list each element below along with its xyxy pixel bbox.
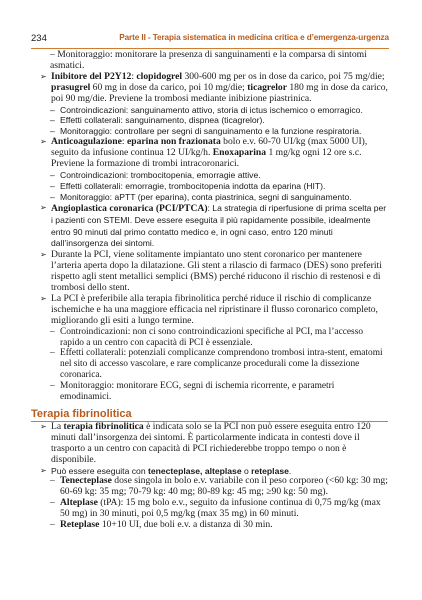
alteplase-dose: – Alteplase (tPA): 15 mg bolo e.v., seguito da infusione continua di 0,75 mg/kg (max 50 mg) in 30 minuti, poi 0,5 mg/kg (max 35 mg) in 60 minuti.	[50, 497, 381, 520]
page-number: 234	[31, 33, 47, 44]
pci-monitor: – Monitoraggio: monitorare ECG, segni di ischemia ricorrente, e parametri emodinamici.	[50, 381, 335, 403]
anticoag-monitor: – Monitoraggio: aPTT (per eparina), conta piastrinica, segni di sanguinamento.	[50, 191, 352, 202]
arrow-icon: ➢	[40, 250, 47, 260]
arrow-icon: ➢	[40, 465, 47, 475]
bullet-fibrinolitica-farmaci: ➢ Può essere eseguita con tenecteplase, alteplase o reteplase.	[40, 465, 292, 476]
arrow-icon: ➢	[40, 137, 47, 147]
section-title: Parte II - Terapia sistematica in medicina critica e d’emergenza-urgenza	[119, 33, 389, 42]
bullet-stent: ➢ Durante la PCI, viene solitamente impiantato uno stent coronarico per mantenere l’arteria aperta dopo la dilatazione. Gli stent a rilascio di farmaco (DES) sono preferiti rispetto agli stent metallici semplici (BMS) perché riducono il rischio di restenosi e di trombosi dello stent.	[40, 249, 382, 294]
bullet-fibrinolitica-indicazione: ➢ La terapia fibrinolitica è indicata solo se la PCI non può essere eseguita entro 120 minuti dall’insorgenza dei sintomi. È particolarmente indicata in contesti dove il trasporto a un centro con capacità di PCI richiederebbe troppo tempo o non è disponibile.	[40, 420, 371, 465]
anticoag-side: – Effetti collaterali: emorragie, trombocitopenia indotta da eparina (HIT).	[50, 180, 326, 191]
arrow-icon: ➢	[40, 71, 47, 81]
bullet-angioplastica: ➢ Angioplastica coronarica (PCI/PTCA): La strategia di riperfusione di prima scelta per i pazienti con STEMI. Deve essere eseguita il più rapidamente possibile, idealmente entro 90 minuti dal primo contatto medico e, in ogni caso, entro 120 minuti dall’insorgenza dei sintomi.	[40, 202, 387, 249]
anticoag-contra: – Controindicazioni: trombocitopenia, emorragie attive.	[50, 169, 261, 180]
bullet-pci-preferibile: ➢ La PCI è preferibile alla terapia fibrinolitica perché riduce il rischio di complicanze ischemiche e ha una maggiore efficacia nel ripristinare il flusso coronarico completo, migliorando gli esiti a lungo termine.	[40, 292, 378, 326]
pci-side: – Effetti collaterali: potenziali complicanze comprendono trombosi intra-stent, ematomi nel sito di accesso vascolare, e rare complicanze procedurali come la dissezione coronarica.	[50, 348, 383, 381]
pci-contra: – Controindicazioni: non ci sono controindicazioni specifiche al PCI, ma l’accesso rapido a un centro con capacità di PCI è essenziale.	[50, 326, 364, 348]
page-body	[31, 49, 388, 531]
section-heading-fibrinolitica: Terapia fibrinolitica	[31, 409, 388, 422]
p2y12-monitor: – Monitoraggio: controllare per segni di sanguinamento e la funzione respiratoria.	[50, 126, 362, 137]
running-header	[31, 32, 389, 49]
arrow-icon: ➢	[40, 421, 47, 431]
bullet-anticoag: ➢ Anticoagulazione: eparina non frazionata bolo e.v. 60-70 UI/kg (max 5000 UI), seguito da infusione continua 12 UI/kg/h. Enoxaparina 1 mg/kg ogni 12 ore s.c. Previene la formazione di trombi intracoronarici.	[40, 136, 368, 170]
p2y12-side: – Effetti collaterali: sanguinamento, dispnea (ticagrelor).	[50, 115, 265, 126]
bullet-p2y12: ➢ Inibitore del P2Y12: clopidogrel 300-600 mg per os in dose da carico, poi 75 mg/die; prasugrel 60 mg in dose da carico, poi 10 mg/die; ticagrelor 180 mg in dose da carico, poi 90 mg/die. Previene la trombosi mediante inibizione piastrinica.	[40, 70, 388, 104]
p2y12-contra: – Controindicazioni: sanguinamento attivo, storia di ictus ischemico o emorragico.	[50, 104, 363, 115]
arrow-icon: ➢	[40, 202, 47, 212]
monitoring-line: – Monitoraggio: monitorare la presenza di sanguinamenti e la comparsa di sintomi asmatici.	[50, 49, 367, 71]
tenecteplase-dose: – Tenecteplase dose singola in bolo e.v. variabile con il peso corporeo (<60 kg: 30 mg; 60-69 kg: 35 mg; 70-79 kg: 40 mg; 80-89 kg: 45 mg; ≥90 kg: 50 mg).	[50, 475, 388, 498]
arrow-icon: ➢	[40, 293, 47, 303]
reteplase-dose: – Reteplase 10+10 UI, due boli e.v. a distanza di 30 min.	[50, 519, 273, 531]
